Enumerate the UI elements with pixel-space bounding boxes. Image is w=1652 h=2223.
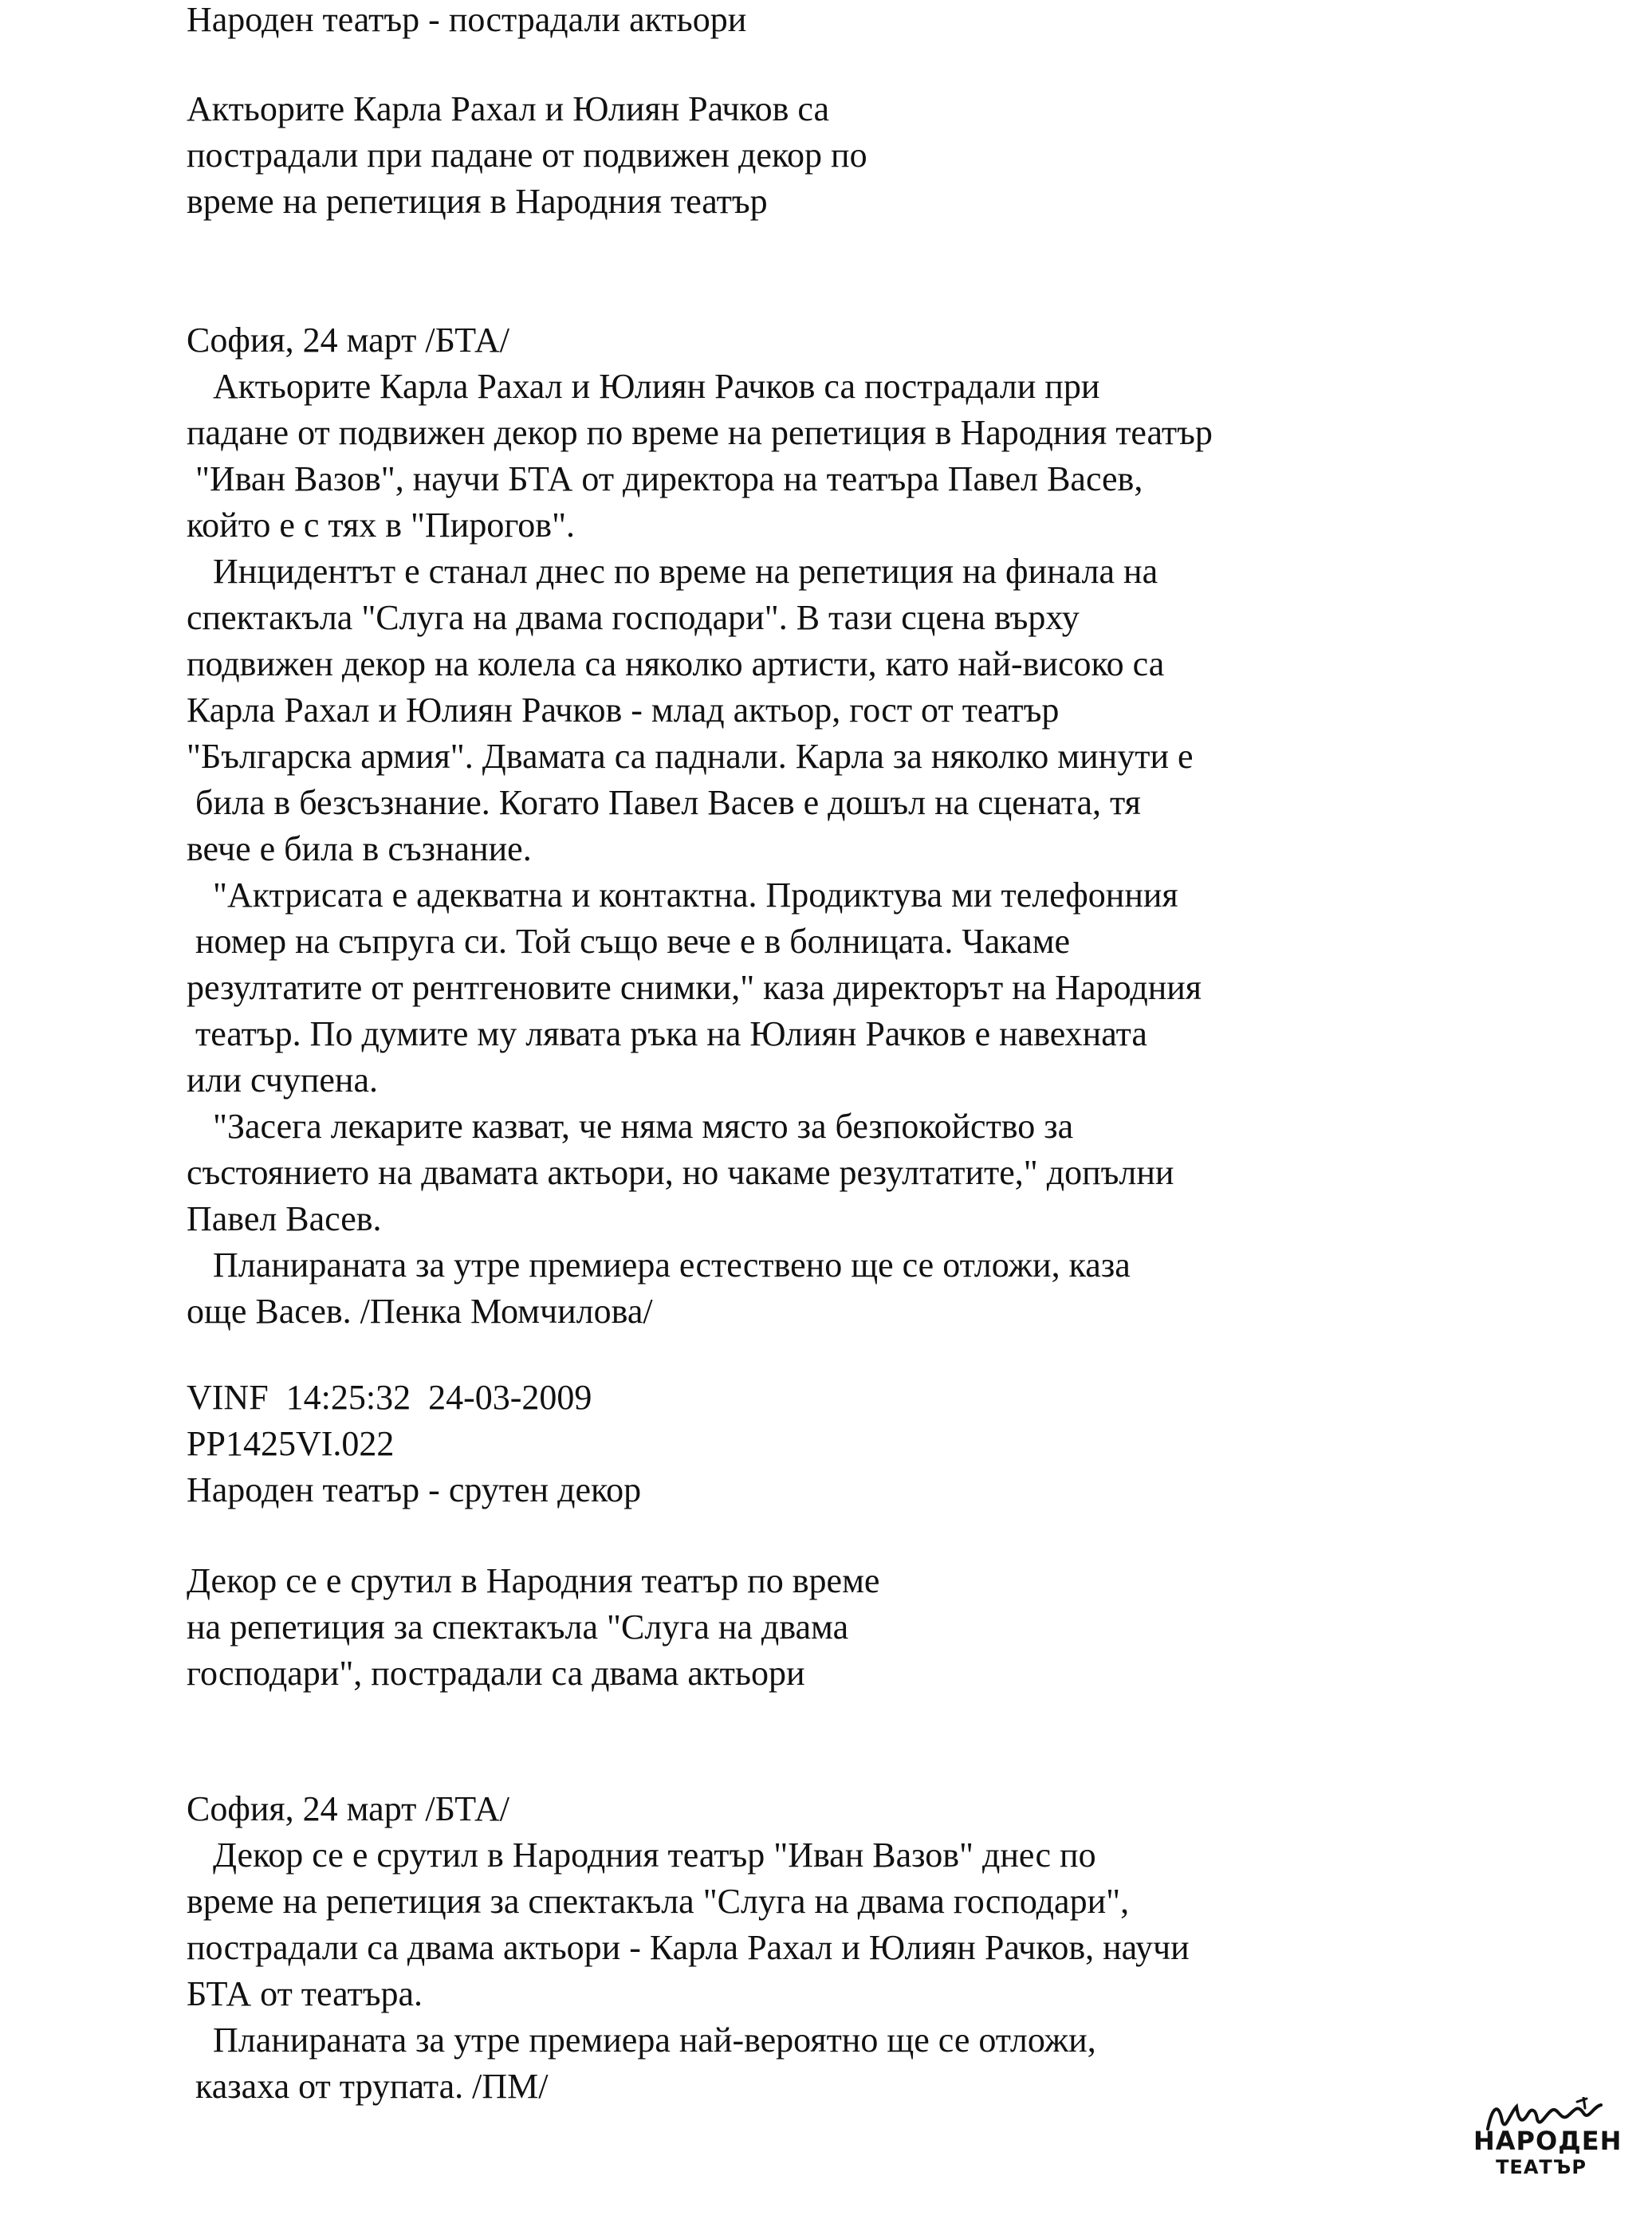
- article1-body-line: състоянието на двамата актьори, но чакаме резултатите," допълни: [187, 1153, 1174, 1192]
- article1-body-line: вече е била в съзнание.: [187, 829, 532, 868]
- article1-body-line: Инцидентът е станал днес по време на репетиция на финала на: [187, 552, 1158, 591]
- article1-body-line: още Васев. /Пенка Момчилова/: [187, 1292, 653, 1331]
- article2-body-line: казаха от трупата. /ПМ/: [187, 2067, 549, 2106]
- logo-word-bottom: ТЕАТЪР: [1496, 2156, 1587, 2178]
- meta-line-code: PP1425VI.022: [187, 1424, 395, 1463]
- article1-body-line: "Засега лекарите казват, че няма място за безпокойство за: [187, 1107, 1074, 1146]
- article2-body-line: Планираната за утре премиера най-вероятно ще се отложи,: [187, 2020, 1096, 2060]
- article2-body-line: БТА от театъра.: [187, 1974, 423, 2013]
- meta-line-timestamp: VINF 14:25:32 24-03-2009: [187, 1378, 592, 1417]
- article1-summary-line: Актьорите Карла Рахал и Юлиян Рачков са: [187, 89, 830, 128]
- article1-body-line: Планираната за утре премиера естествено ще се отложи, каза: [187, 1245, 1131, 1285]
- article1-body-line: "Иван Вазов", научи БТА от директора на театъра Павел Васев,: [187, 459, 1143, 498]
- article1-body-line: театър. По думите му лявата ръка на Юлиян Рачков е навехната: [187, 1014, 1147, 1053]
- logo-word-top: НАРОДЕН: [1473, 2126, 1622, 2156]
- article1-body-line: Карла Рахал и Юлиян Рачков - млад актьор, гост от театър: [187, 691, 1060, 730]
- article1-body-line: падане от подвижен декор по време на репетиция в Народния театър: [187, 413, 1213, 452]
- article2-body-line: пострадали са двама актьори - Карла Рахал и Юлиян Рачков, научи: [187, 1928, 1190, 1967]
- article1-summary-line: пострадали при падане от подвижен декор по: [187, 136, 867, 175]
- article1-body-line: номер на съпруга си. Той също вече е в болницата. Чакаме: [187, 922, 1071, 961]
- article1-summary-line: време на репетиция в Народния театър: [187, 182, 768, 221]
- article1-body-line: Актьорите Карла Рахал и Юлиян Рачков са пострадали при: [187, 367, 1100, 406]
- article1-body-line: Павел Васев.: [187, 1199, 382, 1238]
- article2-summary-line: Декор се е срутил в Народния театър по време: [187, 1561, 880, 1600]
- article1-heading: Народен театър - пострадали актьори: [187, 0, 747, 39]
- article1-body-line: резултатите от рентгеновите снимки," каза директорът на Народния: [187, 968, 1202, 1007]
- article1-dateline: София, 24 март /БТА/: [187, 321, 509, 360]
- article1-body-line: "Актрисата е адекватна и контактна. Продиктува ми телефонния: [187, 875, 1178, 915]
- article1-body-line: подвижен декор на колела са няколко артисти, като най-високо са: [187, 644, 1165, 683]
- article1-body-line: "Българска армия". Двамата са паднали. Карла за няколко минути е: [187, 737, 1194, 776]
- article2-body-line: време на репетиция за спектакъла "Слуга на двама господари",: [187, 1882, 1130, 1921]
- article1-body-line: спектакъла "Слуга на двама господари". В тази сцена върху: [187, 598, 1080, 637]
- article1-body-line: била в безсъзнание. Когато Павел Васев е дошъл на сцената, тя: [187, 783, 1141, 822]
- article2-summary-line: на репетиция за спектакъла "Слуга на двама: [187, 1607, 849, 1647]
- article2-body-line: Декор се е срутил в Народния театър "Иван Вазов" днес по: [187, 1835, 1096, 1875]
- article1-body-line: или счупена.: [187, 1060, 378, 1100]
- article2-dateline: София, 24 март /БТА/: [187, 1789, 509, 1828]
- article2-heading: Народен театър - срутен декор: [187, 1470, 642, 1509]
- article2-summary-line: господари", пострадали са двама актьори: [187, 1654, 805, 1693]
- article1-body-line: който е с тях в "Пирогов".: [187, 506, 576, 545]
- theater-logo: [1473, 2097, 1622, 2185]
